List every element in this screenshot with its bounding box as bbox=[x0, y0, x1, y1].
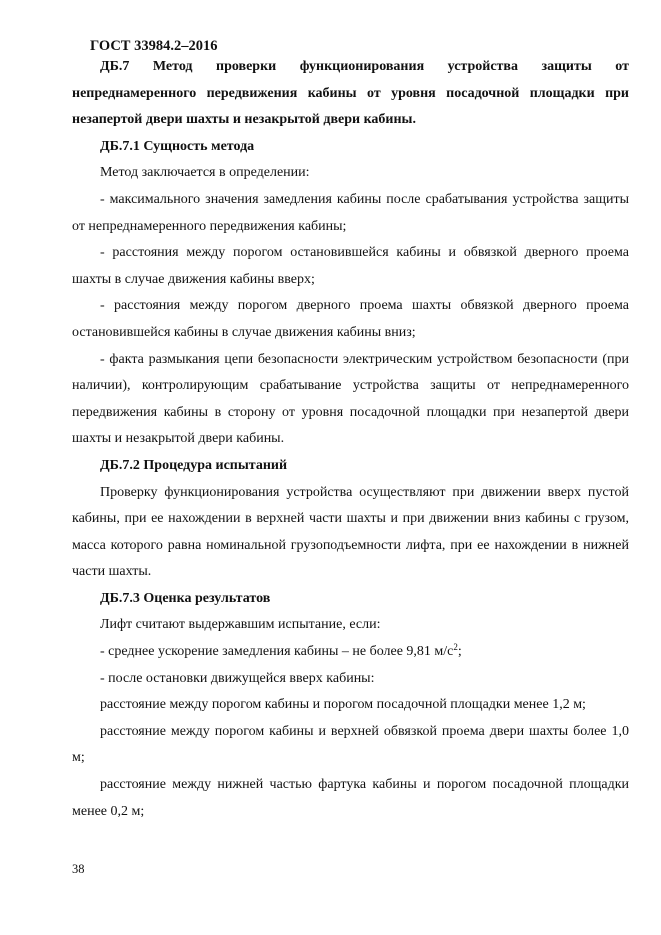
subsection-heading-evaluation: ДБ.7.3 Оценка результатов bbox=[100, 590, 271, 606]
essence-item: - расстояния между порогом остановившейся кабины и обвязкой дверного проема шахты в случае движения кабины вверх; bbox=[72, 245, 629, 287]
after-stop-text: - после остановки движущейся вверх кабины: bbox=[100, 670, 375, 686]
deceleration-end: ; bbox=[457, 644, 462, 660]
subsection-heading-procedure: ДБ.7.2 Процедура испытаний bbox=[100, 457, 288, 473]
essence-item: - расстояния между порогом дверного проема шахты обвязкой дверного проема остановившейся кабины в случае движения кабины вниз; bbox=[72, 298, 629, 340]
deceleration-text: - среднее ускорение замедления кабины – не более 9,81 м/с bbox=[100, 644, 454, 660]
deceleration-criterion bbox=[72, 639, 629, 666]
distance-criterion: расстояние между нижней частью фартука кабины и порогом посадочной площадки менее 0,2 м; bbox=[72, 777, 629, 819]
essence-intro: Метод заключается в определении: bbox=[100, 165, 310, 181]
deceleration-exponent: 2 bbox=[453, 642, 458, 653]
essence-item: - факта размыкания цепи безопасности электрическим устройством безопасности (при наличии), контролирующим срабатывание устройства защиты от непреднамеренного передвижения кабины в сторону от уровня посадочной площадки при незапертой двери шахты и незакрытой двери кабины. bbox=[72, 351, 629, 447]
distance-criterion: расстояние между порогом кабины и порогом посадочной площадки менее 1,2 м; bbox=[100, 697, 586, 713]
procedure-text: Проверку функционирования устройства осуществляют при движении вверх пустой кабины, при ее нахождении в верхней части шахты и при движении вниз кабины с грузом, масса которого равна номинальной грузоподъемности лифта, при ее нахождении в нижней части шахты. bbox=[72, 484, 629, 580]
subsection-heading-essence: ДБ.7.1 Сущность метода bbox=[100, 138, 255, 154]
page-number: 38 bbox=[72, 862, 85, 876]
document-header: ГОСТ 33984.2–2016 bbox=[90, 38, 218, 54]
evaluation-intro: Лифт считают выдержавшим испытание, если: bbox=[100, 617, 381, 633]
distance-criterion: расстояние между порогом кабины и верхней обвязкой проема двери шахты более 1,0 м; bbox=[72, 723, 629, 766]
essence-item: - максимального значения замедления кабины после срабатывания устройства защиты от непреднамеренного передвижения кабины; bbox=[72, 191, 629, 234]
section-title: ДБ.7 Метод проверки функционирования устройства защиты от непреднамеренного передвижения кабины от уровня посадочной площадки при незапертой двери шахты и незакрытой двери кабины. bbox=[72, 59, 629, 128]
document-body bbox=[72, 54, 629, 825]
